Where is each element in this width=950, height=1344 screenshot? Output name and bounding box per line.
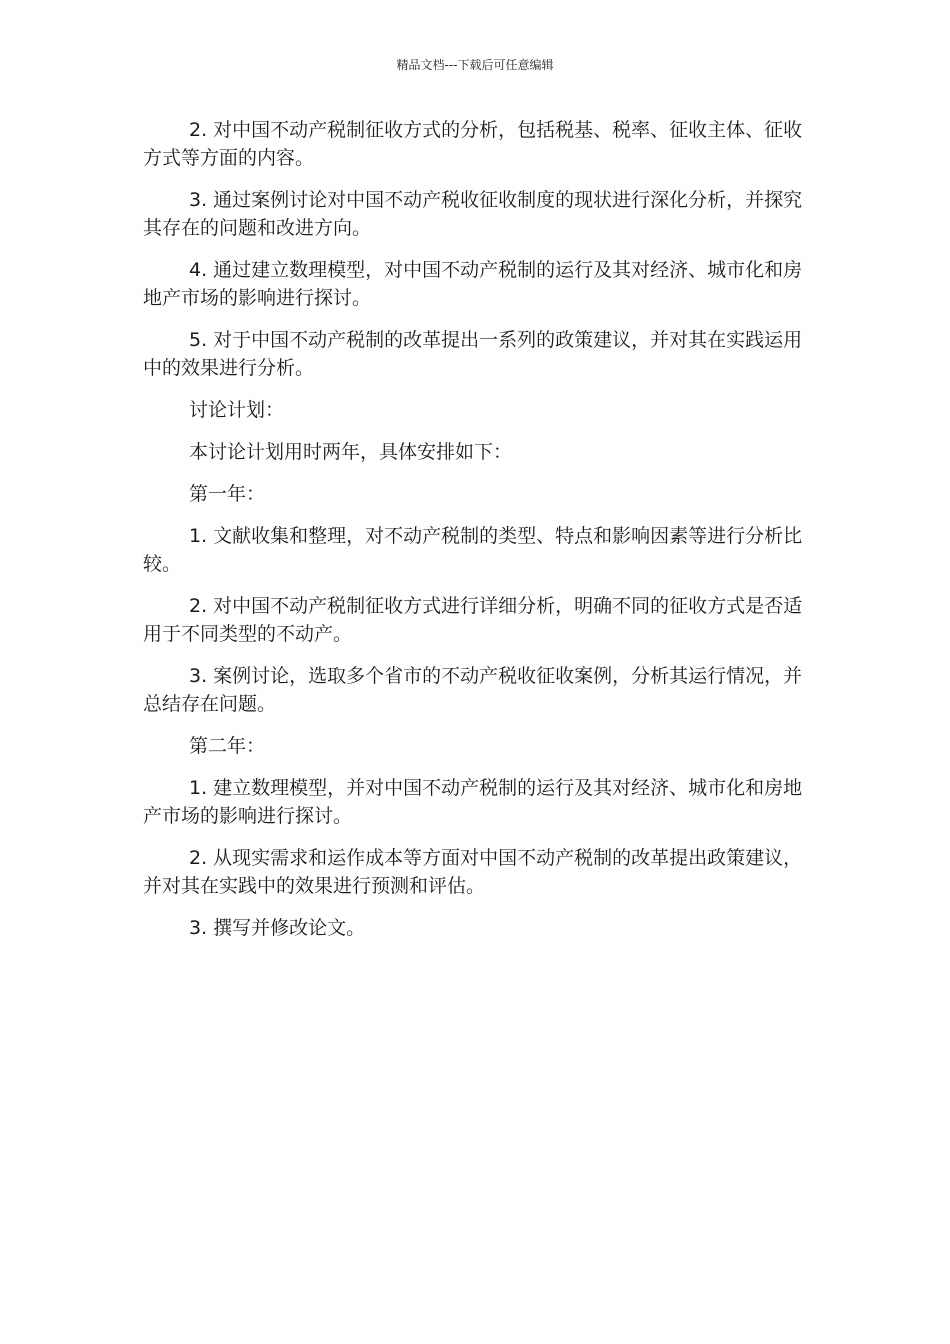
- paragraph-year-two-item-1: 1. 建立数理模型，并对中国不动产税制的运行及其对经济、城市化和房地产市场的影响进行探讨。: [143, 777, 803, 827]
- paragraph-year-one-item-2: 2. 对中国不动产税制征收方式进行详细分析，明确不同的征收方式是否适用于不同类型的不动产。: [143, 595, 803, 645]
- section-heading-plan: 讨论计划：: [189, 399, 285, 421]
- paragraph-objective-3: 3. 通过案例讨论对中国不动产税收征收制度的现状进行深化分析，并探究其存在的问题和改进方向。: [143, 189, 803, 239]
- paragraph-year-one-item-3: 3. 案例讨论，选取多个省市的不动产税收征收案例，分析其运行情况，并总结存在问题。: [143, 665, 803, 715]
- section-heading-year-two: 第二年：: [189, 735, 266, 757]
- page-header: 精品文档---下载后可任意编辑: [396, 58, 554, 72]
- paragraph-objective-4: 4. 通过建立数理模型，对中国不动产税制的运行及其对经济、城市化和房地产市场的影响进行探讨。: [143, 259, 803, 309]
- paragraph-year-two-item-2: 2. 从现实需求和运作成本等方面对中国不动产税制的改革提出政策建议，并对其在实践中的效果进行预测和评估。: [143, 847, 803, 897]
- document-body: [143, 116, 807, 956]
- paragraph-year-two-item-3: 3. 撰写并修改论文。: [189, 917, 366, 939]
- paragraph-objective-2: 2. 对中国不动产税制征收方式的分析，包括税基、税率、征收主体、征收方式等方面的内容。: [143, 119, 803, 169]
- paragraph-plan-intro: 本讨论计划用时两年，具体安排如下：: [189, 441, 513, 463]
- section-heading-year-one: 第一年：: [189, 483, 266, 505]
- paragraph-objective-5: 5. 对于中国不动产税制的改革提出一系列的政策建议，并对其在实践运用中的效果进行分析。: [143, 329, 803, 379]
- paragraph-year-one-item-1: 1. 文献收集和整理，对不动产税制的类型、特点和影响因素等进行分析比较。: [143, 525, 803, 575]
